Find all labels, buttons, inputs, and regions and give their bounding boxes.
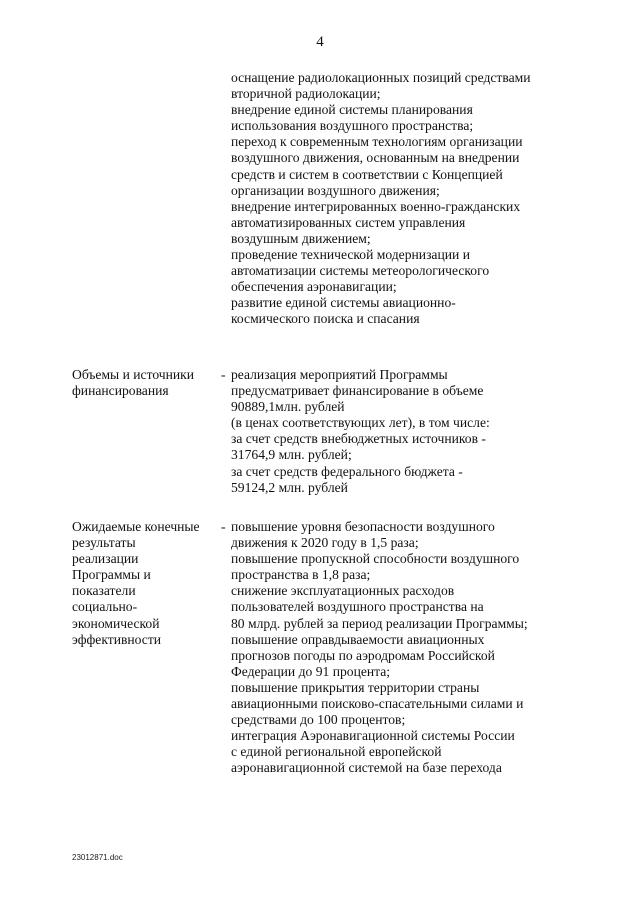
continuation-line: развитие единой системы авиационно- xyxy=(231,295,456,311)
results-line: авиационными поисково-спасательными силами и xyxy=(231,696,524,712)
label-line: показатели xyxy=(72,583,136,599)
results-line: прогнозов погоды по аэродромам Российской xyxy=(231,647,495,663)
continuation-line: автоматизированных систем управления xyxy=(231,214,466,230)
results-line: повышение оправдываемости авиационных xyxy=(231,631,485,647)
results-line: пользователей воздушного пространства на xyxy=(231,599,484,615)
label-line: социально- xyxy=(72,599,138,615)
financing-line: 31764,9 млн. рублей; xyxy=(231,447,352,463)
continuation-line: вторичной радиолокации; xyxy=(231,86,381,102)
financing-line: (в ценах соответствующих лет), в том числе: xyxy=(231,415,490,431)
results-line: с единой региональной европейской xyxy=(231,744,442,760)
continuation-line: организации воздушного движения; xyxy=(231,182,440,198)
label-line: Объемы и источники xyxy=(72,367,195,382)
continuation-line: воздушным движением; xyxy=(231,230,371,246)
financing-line: 90889,1млн. рублей xyxy=(231,399,345,415)
continuation-line: средств и систем в соответствии с Концепцией xyxy=(231,166,503,182)
label-line: экономической xyxy=(72,615,160,631)
continuation-line: внедрение единой системы планирования xyxy=(231,102,473,118)
file-name-footer: 23012871.doc xyxy=(72,853,123,862)
continuation-line: обеспечения аэронавигации; xyxy=(231,279,397,295)
continuation-text xyxy=(231,70,571,328)
continuation-line: использования воздушного пространства; xyxy=(231,118,474,134)
continuation-line: переход к современным технологиям организации xyxy=(231,134,523,150)
results-line: аэронавигационной системой на базе перехода xyxy=(231,760,502,776)
results-label xyxy=(72,519,222,648)
financing-line: за счет средств внебюджетных источников - xyxy=(231,431,486,447)
label-line: результаты xyxy=(72,535,136,551)
label-line: Ожидаемые конечные xyxy=(72,519,200,534)
results-line: снижение эксплуатационных расходов xyxy=(231,583,455,599)
results-line: повышение уровня безопасности воздушного xyxy=(231,519,495,534)
financing-line: предусматривает финансирование в объеме xyxy=(231,383,484,399)
financing-line: 59124,2 млн. рублей xyxy=(231,479,348,495)
label-line: реализации xyxy=(72,551,139,567)
continuation-line: проведение технической модернизации и xyxy=(231,247,470,263)
results-text xyxy=(231,519,571,777)
page-number: 4 xyxy=(316,34,324,50)
continuation-line: оснащение радиолокационных позиций средствами xyxy=(231,70,531,85)
continuation-line: внедрение интегрированных военно-гражданских xyxy=(231,198,521,214)
results-line: повышение пропускной способности воздушного xyxy=(231,551,520,567)
results-line: Федерации до 91 процента; xyxy=(231,663,391,679)
label-line: Программы и xyxy=(72,567,151,583)
results-line: средствами до 100 процентов; xyxy=(231,712,406,728)
continuation-line: космического поиска и спасания xyxy=(231,311,420,327)
label-line: финансирования xyxy=(72,383,169,399)
results-line: пространства в 1,8 раза; xyxy=(231,567,371,583)
results-line: движения к 2020 году в 1,5 раза; xyxy=(231,535,419,551)
section-dash: - xyxy=(221,367,226,382)
financing-line: реализация мероприятий Программы xyxy=(231,367,448,382)
section-dash: - xyxy=(221,519,226,534)
continuation-line: автоматизации системы метеорологического xyxy=(231,263,490,279)
financing-label xyxy=(72,367,222,399)
financing-line: за счет средств федерального бюджета - xyxy=(231,463,463,479)
results-line: 80 млрд. рублей за период реализации Программы; xyxy=(231,615,528,631)
results-line: интеграция Аэронавигационной системы России xyxy=(231,728,515,744)
continuation-line: воздушного движения, основанным на внедрении xyxy=(231,150,520,166)
label-line: эффективности xyxy=(72,631,162,647)
financing-text xyxy=(231,367,571,496)
results-line: повышение прикрытия территории страны xyxy=(231,679,480,695)
